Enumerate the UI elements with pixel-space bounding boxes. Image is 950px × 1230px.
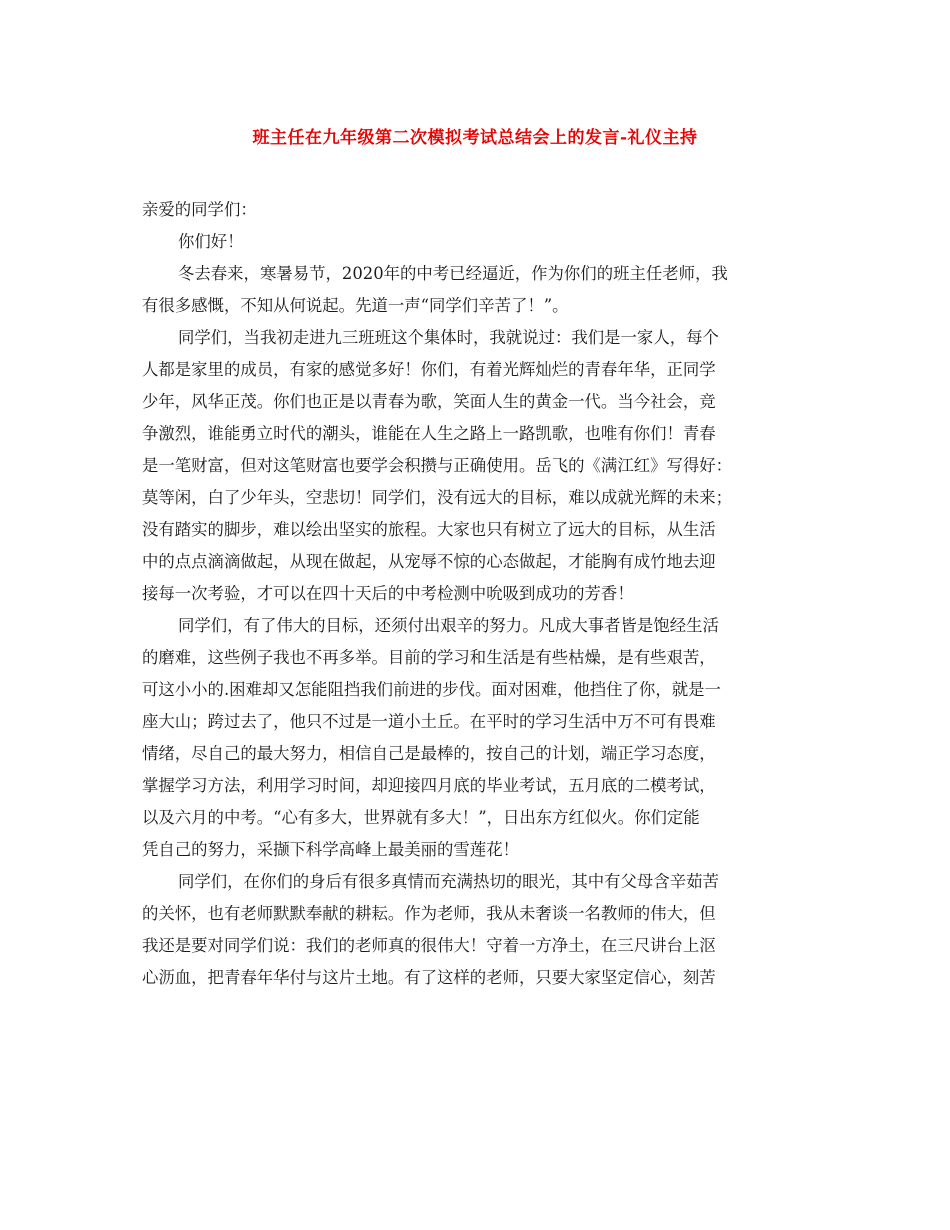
body-text-line: 我还是要对同学们说：我们的老师真的很伟大！守着一方净土，在三尺讲台上沤: [142, 936, 716, 955]
document-title: 班主任在九年级第二次模拟考试总结会上的发言-礼仪主持: [252, 128, 698, 148]
body-text-line: 掌握学习方法，利用学习时间，却迎接四月底的毕业考试，五月底的二模考试，: [142, 776, 716, 795]
body-text-line: 少年，风华正茂。你们也正是以青春为歌，笑面人生的黄金一代。当今社会，竞: [142, 392, 716, 411]
body-text-line: 同学们，有了伟大的目标，还须付出艰辛的努力。凡成大事者皆是饱经生活: [178, 616, 719, 635]
body-text-line: 是一笔财富，但对这笔财富也要学会积攒与正确使用。岳飞的《满江红》写得好：: [142, 456, 733, 475]
body-text-line: 座大山；跨过去了，他只不过是一道小土丘。在平时的学习生活中万不可有畏难: [142, 712, 716, 731]
body-text-line: 的关怀，也有老师默默奉献的耕耘。作为老师，我从未奢谈一名教师的伟大，但: [142, 904, 716, 923]
body-text-line: 没有踏实的脚步，难以绘出坚实的旅程。大家也只有树立了远大的目标，从生活: [142, 520, 716, 539]
body-text-line: 有很多感慨，不知从何说起。先道一声“同学们辛苦了！”。: [142, 296, 569, 315]
body-text-line: 争激烈，谁能勇立时代的潮头，谁能在人生之路上一路凯歌，也唯有你们！青春: [142, 424, 716, 443]
body-text-line: 以及六月的中考。“心有多大，世界就有多大！”，日出东方红似火。你们定能: [142, 808, 700, 827]
body-text-line: 你们好！: [178, 232, 244, 251]
body-text-line: 中的点点滴滴做起，从现在做起，从宠辱不惊的心态做起，才能胸有成竹地去迎: [142, 552, 716, 571]
document-body: [142, 194, 804, 994]
body-text-line: 莫等闲，白了少年头，空悲切！同学们，没有远大的目标，难以成就光辉的未来；: [142, 488, 733, 507]
body-text-line: 的磨难，这些例子我也不再多举。目前的学习和生活是有些枯燥，是有些艰苦，: [142, 648, 716, 667]
body-text-line: 人都是家里的成员，有家的感觉多好！你们，有着光辉灿烂的青春年华，正同学: [142, 360, 716, 379]
body-text-line: 凭自己的努力，采撷下科学高峰上最美丽的雪莲花！: [142, 840, 519, 859]
body-text-line: 情绪，尽自己的最大努力，相信自己是最棒的，按自己的计划，端正学习态度，: [142, 744, 716, 763]
body-text-line: 同学们，当我初走进九三班班这个集体时，我就说过：我们是一家人，每个: [178, 328, 719, 347]
body-text-line: 同学们，在你们的身后有很多真情而充满热切的眼光，其中有父母含辛茹苦: [178, 872, 719, 891]
body-text-line: 亲爱的同学们：: [142, 200, 257, 219]
body-text-line: 可这小小的.困难却又怎能阻挡我们前进的步伐。面对困难，他挡住了你，就是一: [142, 680, 721, 699]
body-text-line: 心沥血，把青春年华付与这片土地。有了这样的老师，只要大家坚定信心，刻苦: [142, 968, 716, 987]
body-text-line: 冬去春来，寒暑易节，2020年的中考已经逼近，作为你们的班主任老师，我: [178, 264, 728, 283]
body-text-line: 接每一次考验，才可以在四十天后的中考检测中吮吸到成功的芳香！: [142, 584, 634, 603]
